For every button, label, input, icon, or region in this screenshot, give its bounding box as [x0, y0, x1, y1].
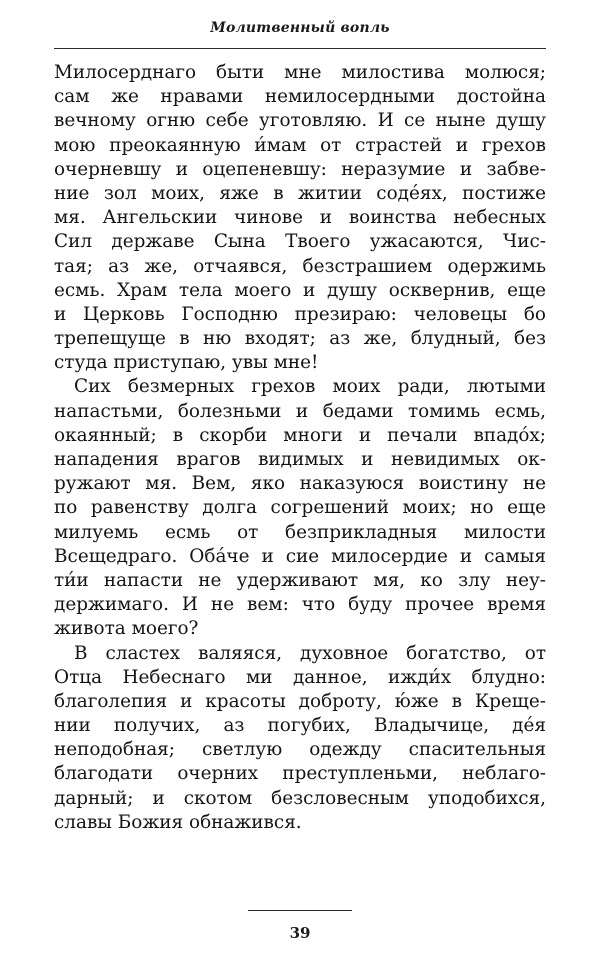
text-line: дарный; и скотом безсловесным уподобихся, — [54, 787, 546, 809]
text-line: Отца Небеснаго ми данное, ижди́х блудно: — [54, 666, 546, 688]
text-line: напастьми, болезньми и бедами томимь есмь, — [54, 400, 546, 422]
text-line: есмь. Храм тела моего и душу осквернив, еще — [54, 279, 546, 301]
text-line: очерневшу и оцепеневшу: неразумие и забве- — [54, 158, 546, 180]
text-line: В сластех валяяся, духовное богатство, от — [74, 642, 546, 664]
footer-rule — [248, 910, 352, 911]
text-line: благолепия и красоты доброту, ю́же в Креще- — [54, 690, 546, 712]
text-line: Милосерднаго быти мне милостива молюся; — [54, 62, 546, 83]
text-line: нии получих, аз погубих, Владычице, де́я — [54, 715, 546, 737]
text-line: трепещуще в ню входят; аз же, блудный, без — [54, 328, 546, 350]
text-line: нападения врагов видимых и невидимых ок- — [54, 449, 546, 470]
text-line: по равенству долга согрешений моих; но еще — [54, 497, 546, 519]
text-line: живота моего? — [54, 618, 199, 640]
page-body-text — [54, 61, 546, 835]
text-line: ние зол моих, яже в житии соде́ях, постиже — [54, 182, 546, 204]
text-line: Сих безмерных грехов моих ради, лютыми — [74, 376, 546, 398]
text-line: Всещедраго. Оба́че и сие милосердие и самыя — [54, 545, 546, 567]
text-line: держимаго. И не вем: что буду прочее время — [54, 594, 546, 616]
text-line: студа приступаю, увы мне! — [54, 352, 319, 374]
text-line: благодати очерних преступленьми, неблаго- — [54, 763, 546, 785]
text-line: милуемь есмь от безприкладныя милости — [54, 521, 546, 543]
page-number: 39 — [289, 924, 311, 942]
paragraph-3 — [54, 642, 546, 836]
paragraph-1 — [54, 61, 546, 375]
text-line: мою преокаянную и́мам от страстей и грехов — [54, 134, 546, 156]
running-head-title: Молитвенный вопль — [210, 20, 390, 36]
text-line: Сил державе Сына Твоего ужасаются, Чис- — [54, 231, 546, 253]
text-line: неподобная; светлую одежду спасительныя — [54, 739, 546, 761]
paragraph-2 — [54, 375, 546, 641]
text-line: ти́и напасти не удерживают мя, ко злу неу- — [54, 569, 546, 591]
text-line: мя. Ангельскии чинове и воинства небесных — [54, 207, 546, 229]
text-line: окаянный; в скорби многи и печали впадо́х; — [54, 424, 546, 446]
text-line: сам же нравами немилосердными достойна — [54, 86, 546, 108]
text-line: славы Божия обнажився. — [54, 811, 302, 833]
text-line: тая; аз же, отчаявся, безстрашием одержимь — [54, 255, 546, 277]
text-line: вечному огню себе уготовляю. И се ныне душу — [54, 110, 546, 132]
header-rule — [54, 48, 546, 49]
text-line: ружают мя. Вем, яко наказуюся воистину не — [54, 473, 546, 495]
text-line: и Церковь Господню презираю: человецы бо — [54, 303, 546, 325]
